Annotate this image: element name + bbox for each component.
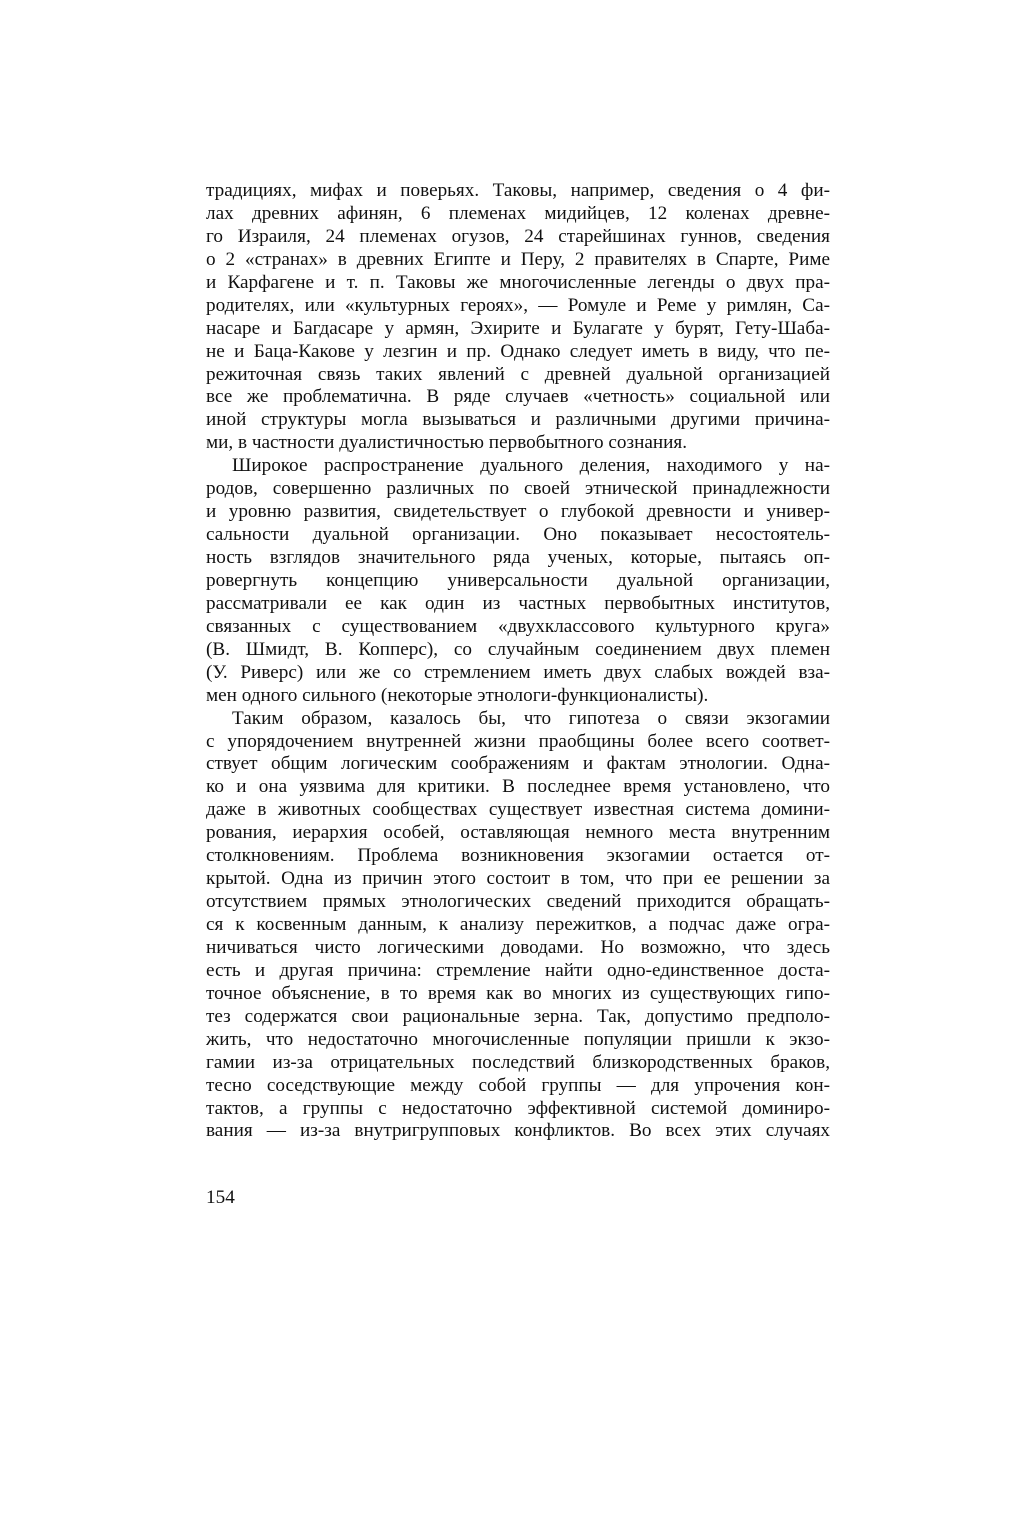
text-line: точное объяснение, в то время как во многих из существующих гипо-: [206, 982, 830, 1004]
text-line: родителях, или «культурных героях», — Ромуле и Реме у римлян, Са-: [206, 294, 830, 316]
paragraph: [206, 180, 830, 455]
text-line: насаре и Багдасаре у армян, Эхирите и Булагате у бурят, Гету-Шаба-: [206, 317, 830, 339]
text-line: ко и она уязвима для критики. В последнее время установлено, что: [206, 776, 830, 798]
text-line: связанных с существованием «двухклассового культурного круга»: [206, 615, 830, 637]
page-text: [206, 180, 830, 1143]
text-line: даже в животных сообществах существует известная система домини-: [206, 799, 830, 821]
text-line: мен одного сильного (некоторые этнологи-функционалисты).: [206, 684, 709, 706]
text-line: ствует общим логическим соображениям и фактам этнологии. Одна-: [206, 753, 830, 775]
text-line: крытой. Одна из причин этого состоит в том, что при ее решении за: [206, 868, 830, 890]
paragraph: [206, 708, 830, 1144]
text-line: ность взглядов значительного ряда ученых, которые, пытаясь оп-: [206, 547, 830, 568]
text-line: все же проблематична. В ряде случаев «четность» социальной или: [206, 386, 830, 408]
text-line: традициях, мифах и поверьях. Таковы, например, сведения о 4 фи-: [206, 180, 830, 201]
text-line: отсутствием прямых этнологических сведений приходится обращать-: [206, 891, 830, 913]
text-line: ничиваться чисто логическими доводами. Но возможно, что здесь: [206, 936, 830, 958]
text-line: ся к косвенным данным, к анализу пережитков, а подчас даже огра-: [206, 914, 830, 935]
text-line: тактов, а группы с недостаточно эффективной системой доминиро-: [206, 1097, 830, 1119]
text-line: иной структуры могла вызываться и различными другими причина-: [206, 409, 830, 431]
text-line: го Израиля, 24 племенах огузов, 24 старейшинах гуннов, сведения: [206, 225, 830, 247]
text-line: ровергнуть концепцию универсальности дуальной организации,: [206, 569, 830, 591]
text-line: о 2 «странах» в древних Египте и Перу, 2 правителях в Спарте, Риме: [206, 248, 830, 270]
text-line: есть и другая причина: стремление найти одно-единственное доста-: [206, 959, 830, 981]
text-line: гамии из-за отрицательных последствий близкородственных браков,: [206, 1051, 830, 1073]
text-line: рования, иерархия особей, оставляющая немного места внутренним: [206, 822, 830, 844]
page-number: 154: [206, 1187, 235, 1208]
text-line: сальности дуальной организации. Оно показывает несостоятель-: [206, 524, 830, 546]
text-line: не и Баца-Какове у лезгин и пр. Однако следует иметь в виду, что пе-: [206, 340, 830, 362]
text-line: Таким образом, казалось бы, что гипотеза о связи экзогамии: [232, 707, 830, 729]
text-line: и Карфагене и т. п. Таковы же многочисленные легенды о двух пра-: [206, 271, 830, 293]
text-line: (У. Риверс) или же со стремлением иметь двух слабых вождей вза-: [206, 661, 830, 683]
text-line: (В. Шмидт, В. Копперс), со случайным соединением двух племен: [206, 638, 830, 660]
text-line: столкновениям. Проблема возникновения экзогамии остается от-: [206, 845, 830, 867]
text-line: ми, в частности дуалистичностью первобытного сознания.: [206, 432, 688, 454]
text-line: тесно соседствующие между собой группы — для упрочения кон-: [206, 1074, 830, 1096]
text-line: жить, что недостаточно многочисленные популяции пришли к экзо-: [206, 1028, 830, 1050]
text-line: с упорядочением внутренней жизни праобщины более всего соответ-: [206, 730, 830, 752]
text-line: родов, совершенно различных по своей этнической принадлежности: [206, 478, 830, 500]
text-line: рассматривали ее как один из частных первобытных институтов,: [206, 592, 830, 614]
text-line: Широкое распространение дуального деления, находимого у на-: [232, 455, 830, 477]
paragraph: [206, 455, 830, 707]
text-line: вания — из-за внутригрупповых конфликтов. Во всех этих случаях: [206, 1120, 830, 1142]
text-line: лах древних афинян, 6 племенах мидийцев, 12 коленах древне-: [206, 202, 830, 224]
text-line: и уровню развития, свидетельствует о глубокой древности и универ-: [206, 501, 830, 523]
text-line: тез содержатся свои рациональные зерна. Так, допустимо предполо-: [206, 1005, 830, 1027]
text-line: режиточная связь таких явлений с древней дуальной организацией: [206, 363, 830, 385]
